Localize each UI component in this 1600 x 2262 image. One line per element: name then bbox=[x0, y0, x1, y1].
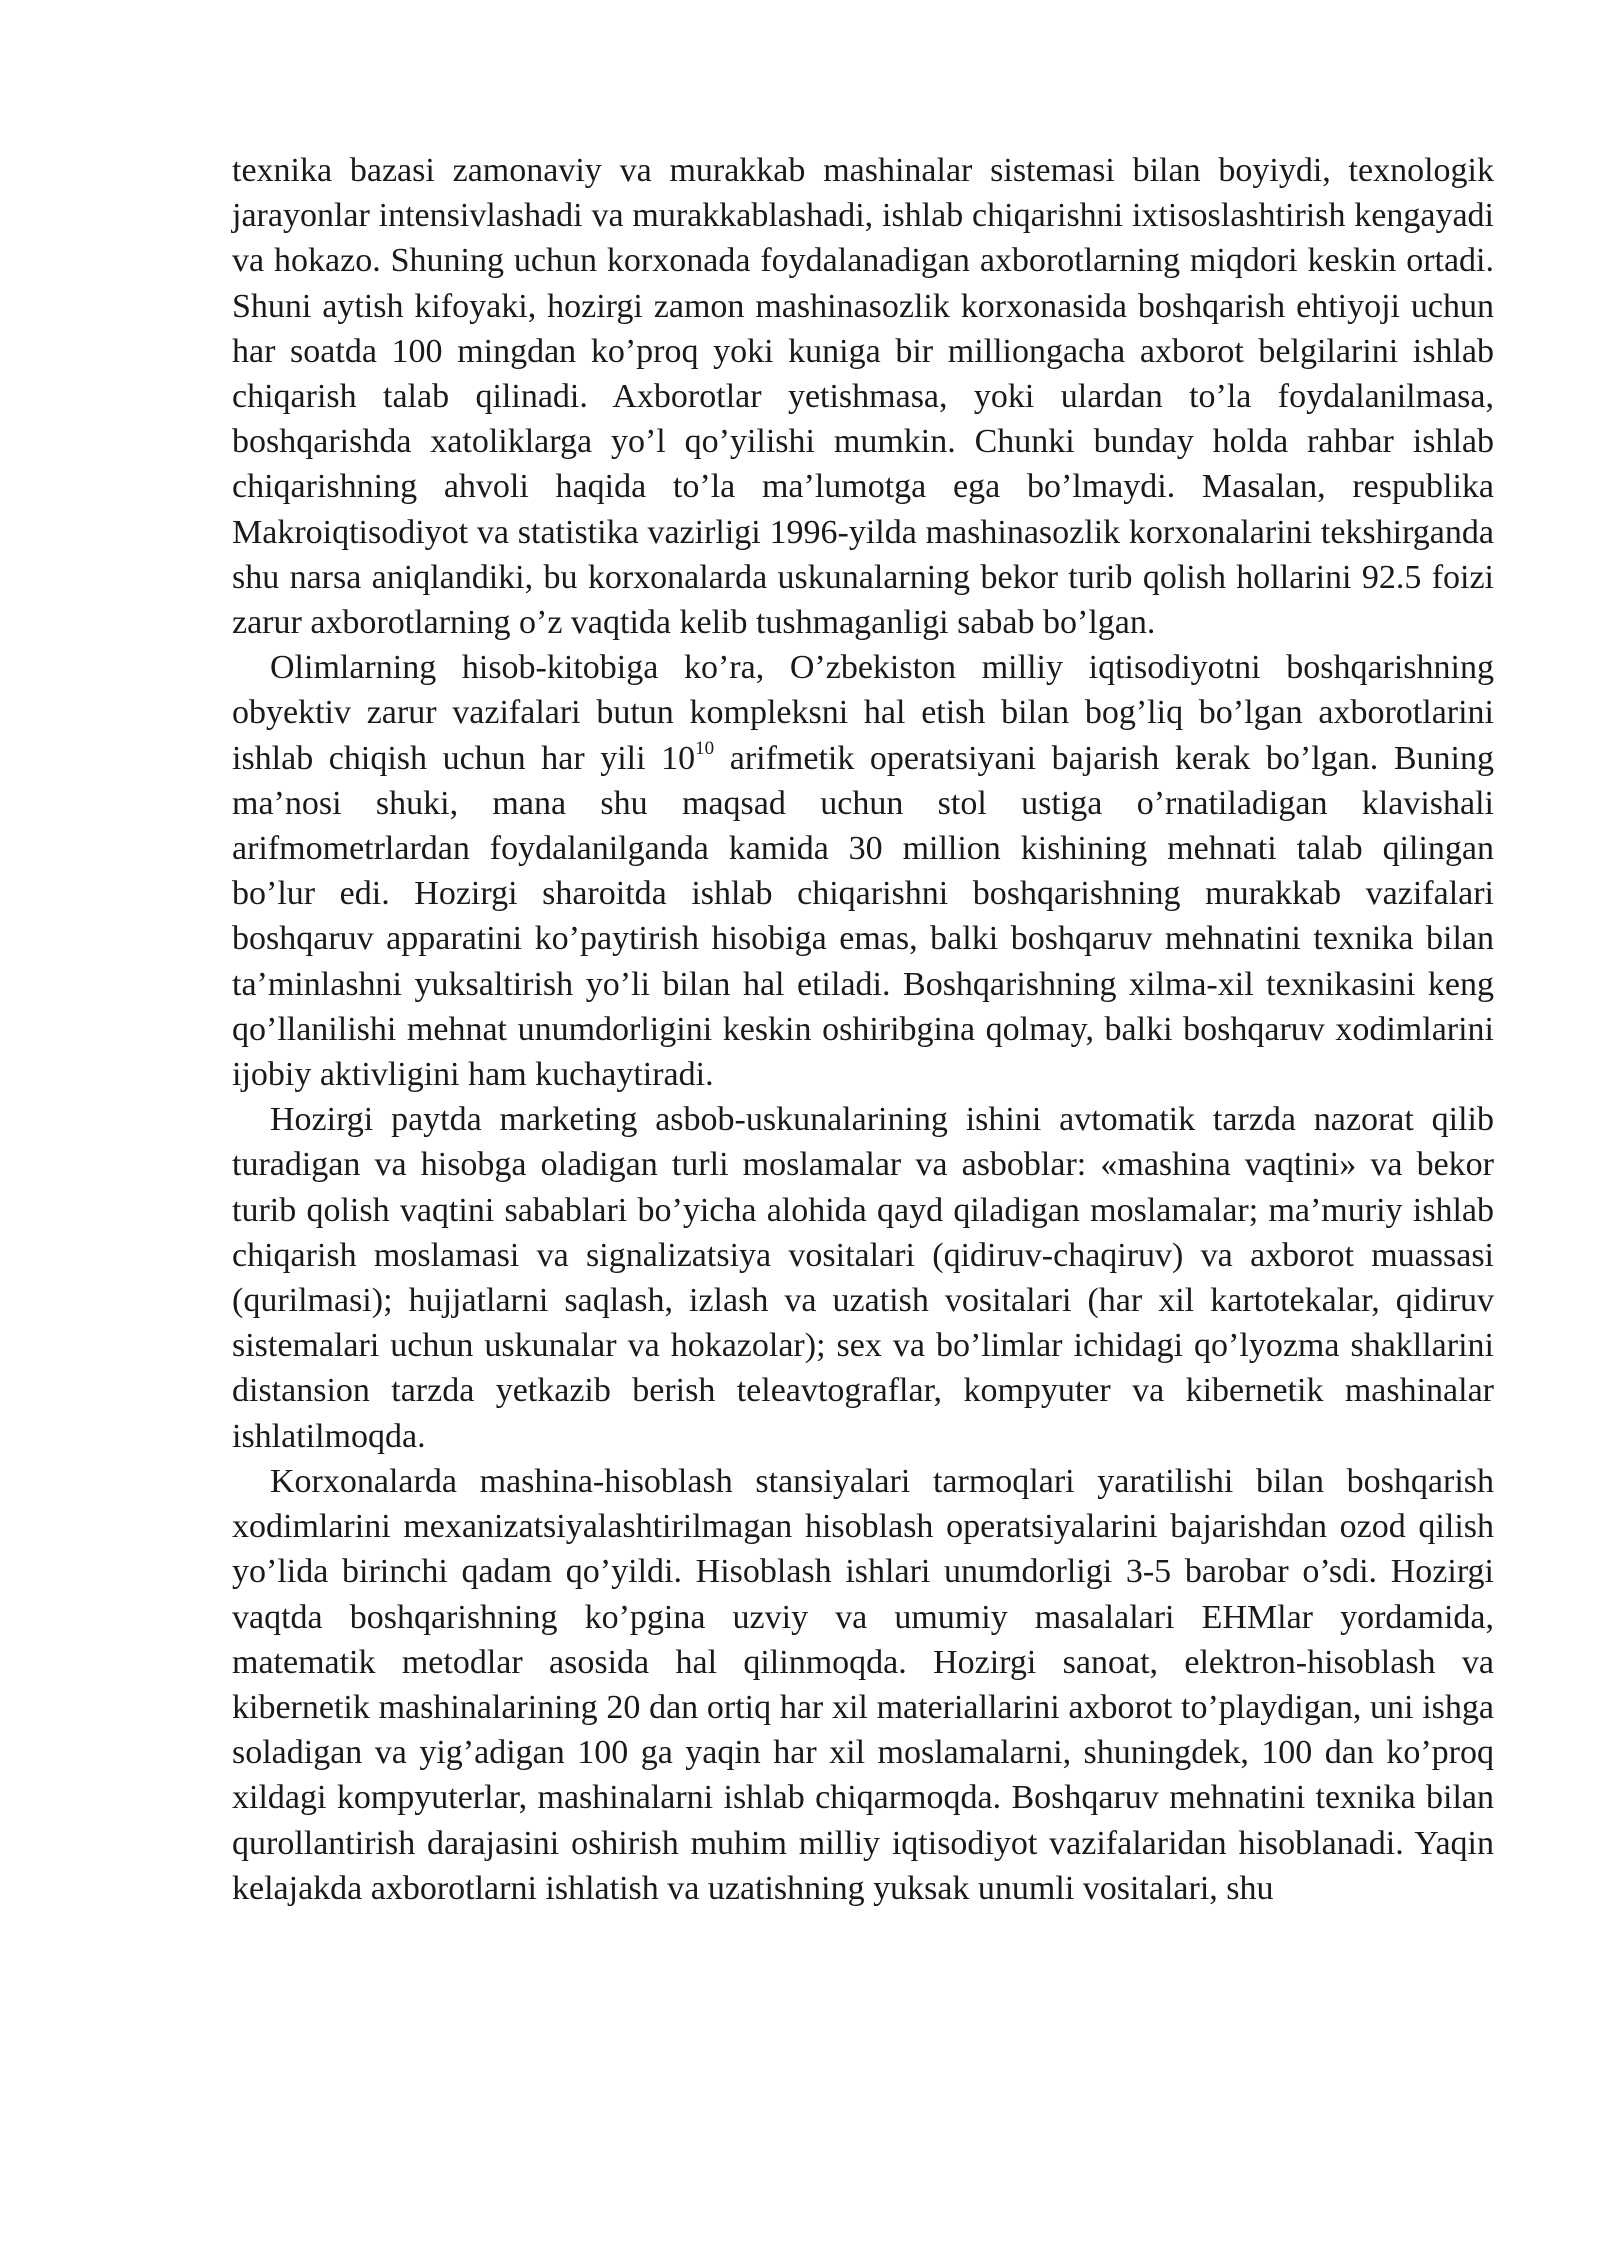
paragraph-2 bbox=[232, 645, 1494, 1097]
paragraph-4: Korxonalarda mashina-hisoblash stansiyalari tarmoqlari yaratilishi bilan boshqarish xodimlarini mexanizatsiyalashtirilmagan hisoblash operatsiyalarini bajarishdan ozod qilish yo’lida birinchi qadam qo’yildi. Hisoblash ishlari unumdorligi 3-5 barobar o’sdi. Hozirgi vaqtda boshqarishning ko’pgina uzviy va umumiy masalalari EHMlar yordamida, matematik metodlar asosida hal qilinmoqda. Hozirgi sanoat, elektron-hisoblash va kibernetik mashinalarining 20 dan ortiq har xil materiallarini axborot to’playdigan, uni ishga soladigan va yig’adigan 100 ga yaqin har xil moslamalarni, shuningdek, 100 dan ko’proq xildagi kompyuterlar, mashinalarni ishlab chiqarmoqda. Boshqaruv mehnatini texnika bilan qurollantirish darajasini oshirish muhim milliy iqtisodiyot vazifalaridan hisoblanadi. Yaqin kelajakda axborotlarni ishlatish va uzatishning yuksak unumli vositalari, shu bbox=[232, 1462, 1494, 1907]
paragraph-3: Hozirgi paytda marketing asbob-uskunalarining ishini avtomatik tarzda nazorat qilib turadigan va hisobga oladigan turli moslamalar va asboblar: «mashina vaqtini» va bekor turib qolish vaqtini sabablari bo’yicha alohida qayd qiladigan moslamalar; ma’muriy ishlab chiqarish moslamasi va signalizatsiya vositalari (qidiruv-chaqiruv) va axborot muassasi (qurilmasi); hujjatlarni saqlash, izlash va uzatish vositalari (har xil kartotekalar, qidiruv sistemalari uchun uskunalar va hokazolar); sex va bo’limlar ichidagi qo’lyozma shakllarini distansion tarzda yetkazib berish teleavtograflar, kompyuter va kibernetik mashinalar ishlatilmoqda. bbox=[232, 1101, 1494, 1455]
paragraph-2-text-start: Olimlarning hisob-kitobiga ko’ra, O’zbekiston milliy iqtisodiyotni boshqarishning obyektiv zarur vazifalari butun kompleksni hal etish bilan bog’liq bo’lgan axborotlarini ishlab chiqish uchun har yili 10 bbox=[232, 649, 1494, 777]
exponent-superscript: 10 bbox=[695, 737, 715, 759]
paragraph-1: texnika bazasi zamonaviy va murakkab mashinalar sistemasi bilan boyiydi, texnologik jarayonlar intensivlashadi va murakkablashadi, ishlab chiqarishni ixtisoslashtirish kengayadi va hokazo. Shuning uchun korxonada foydalanadigan axborotlarning miqdori keskin ortadi. Shuni aytish kifoyaki, hozirgi zamon mashinasozlik korxonasida boshqarish ehtiyoji uchun har soatda 100 mingdan ko’proq yoki kuniga bir milliongacha axborot belgilarini ishlab chiqarish talab qilinadi. Axborotlar yetishmasa, yoki ulardan to’la foydalanilmasa, boshqarishda xatoliklarga yo’l qo’yilishi mumkin. Chunki bunday holda rahbar ishlab chiqarishning ahvoli haqida to’la ma’lumotga ega bo’lmaydi. Masalan, respublika Makroiqtisodiyot va statistika vazirligi 1996-yilda mashinasozlik korxonalarini tekshirganda shu narsa aniqlandiki, bu korxonalarda uskunalarning bekor turib qolish hollarini 92.5 foizi zarur axborotlarning o’z vaqtida kelib tushmaganligi sabab bo’lgan. bbox=[232, 152, 1494, 642]
paragraph-2-text-end: arifmetik operatsiyani bajarish kerak bo’lgan. Buning ma’nosi shuki, mana shu maqsad uchun stol ustiga o’rnatiladigan klavishali arifmometrlardan foydalanilganda kamida 30 million kishining mehnati talab qilingan bo’lur edi. Hozirgi sharoitda ishlab chiqarishni boshqarishning murakkab vazifalari boshqaruv apparatini ko’paytirish hisobiga emas, balki boshqaruv mehnatini texnika bilan ta’minlashni yuksaltirish yo’li bilan hal etiladi. Boshqarishning xilma-xil texnikasini keng qo’llanilishi mehnat unumdorligini keskin oshiribgina qolmay, balki boshqaruv xodimlarini ijobiy aktivligini ham kuchaytiradi. bbox=[232, 739, 1494, 1094]
document-page bbox=[232, 148, 1494, 1911]
